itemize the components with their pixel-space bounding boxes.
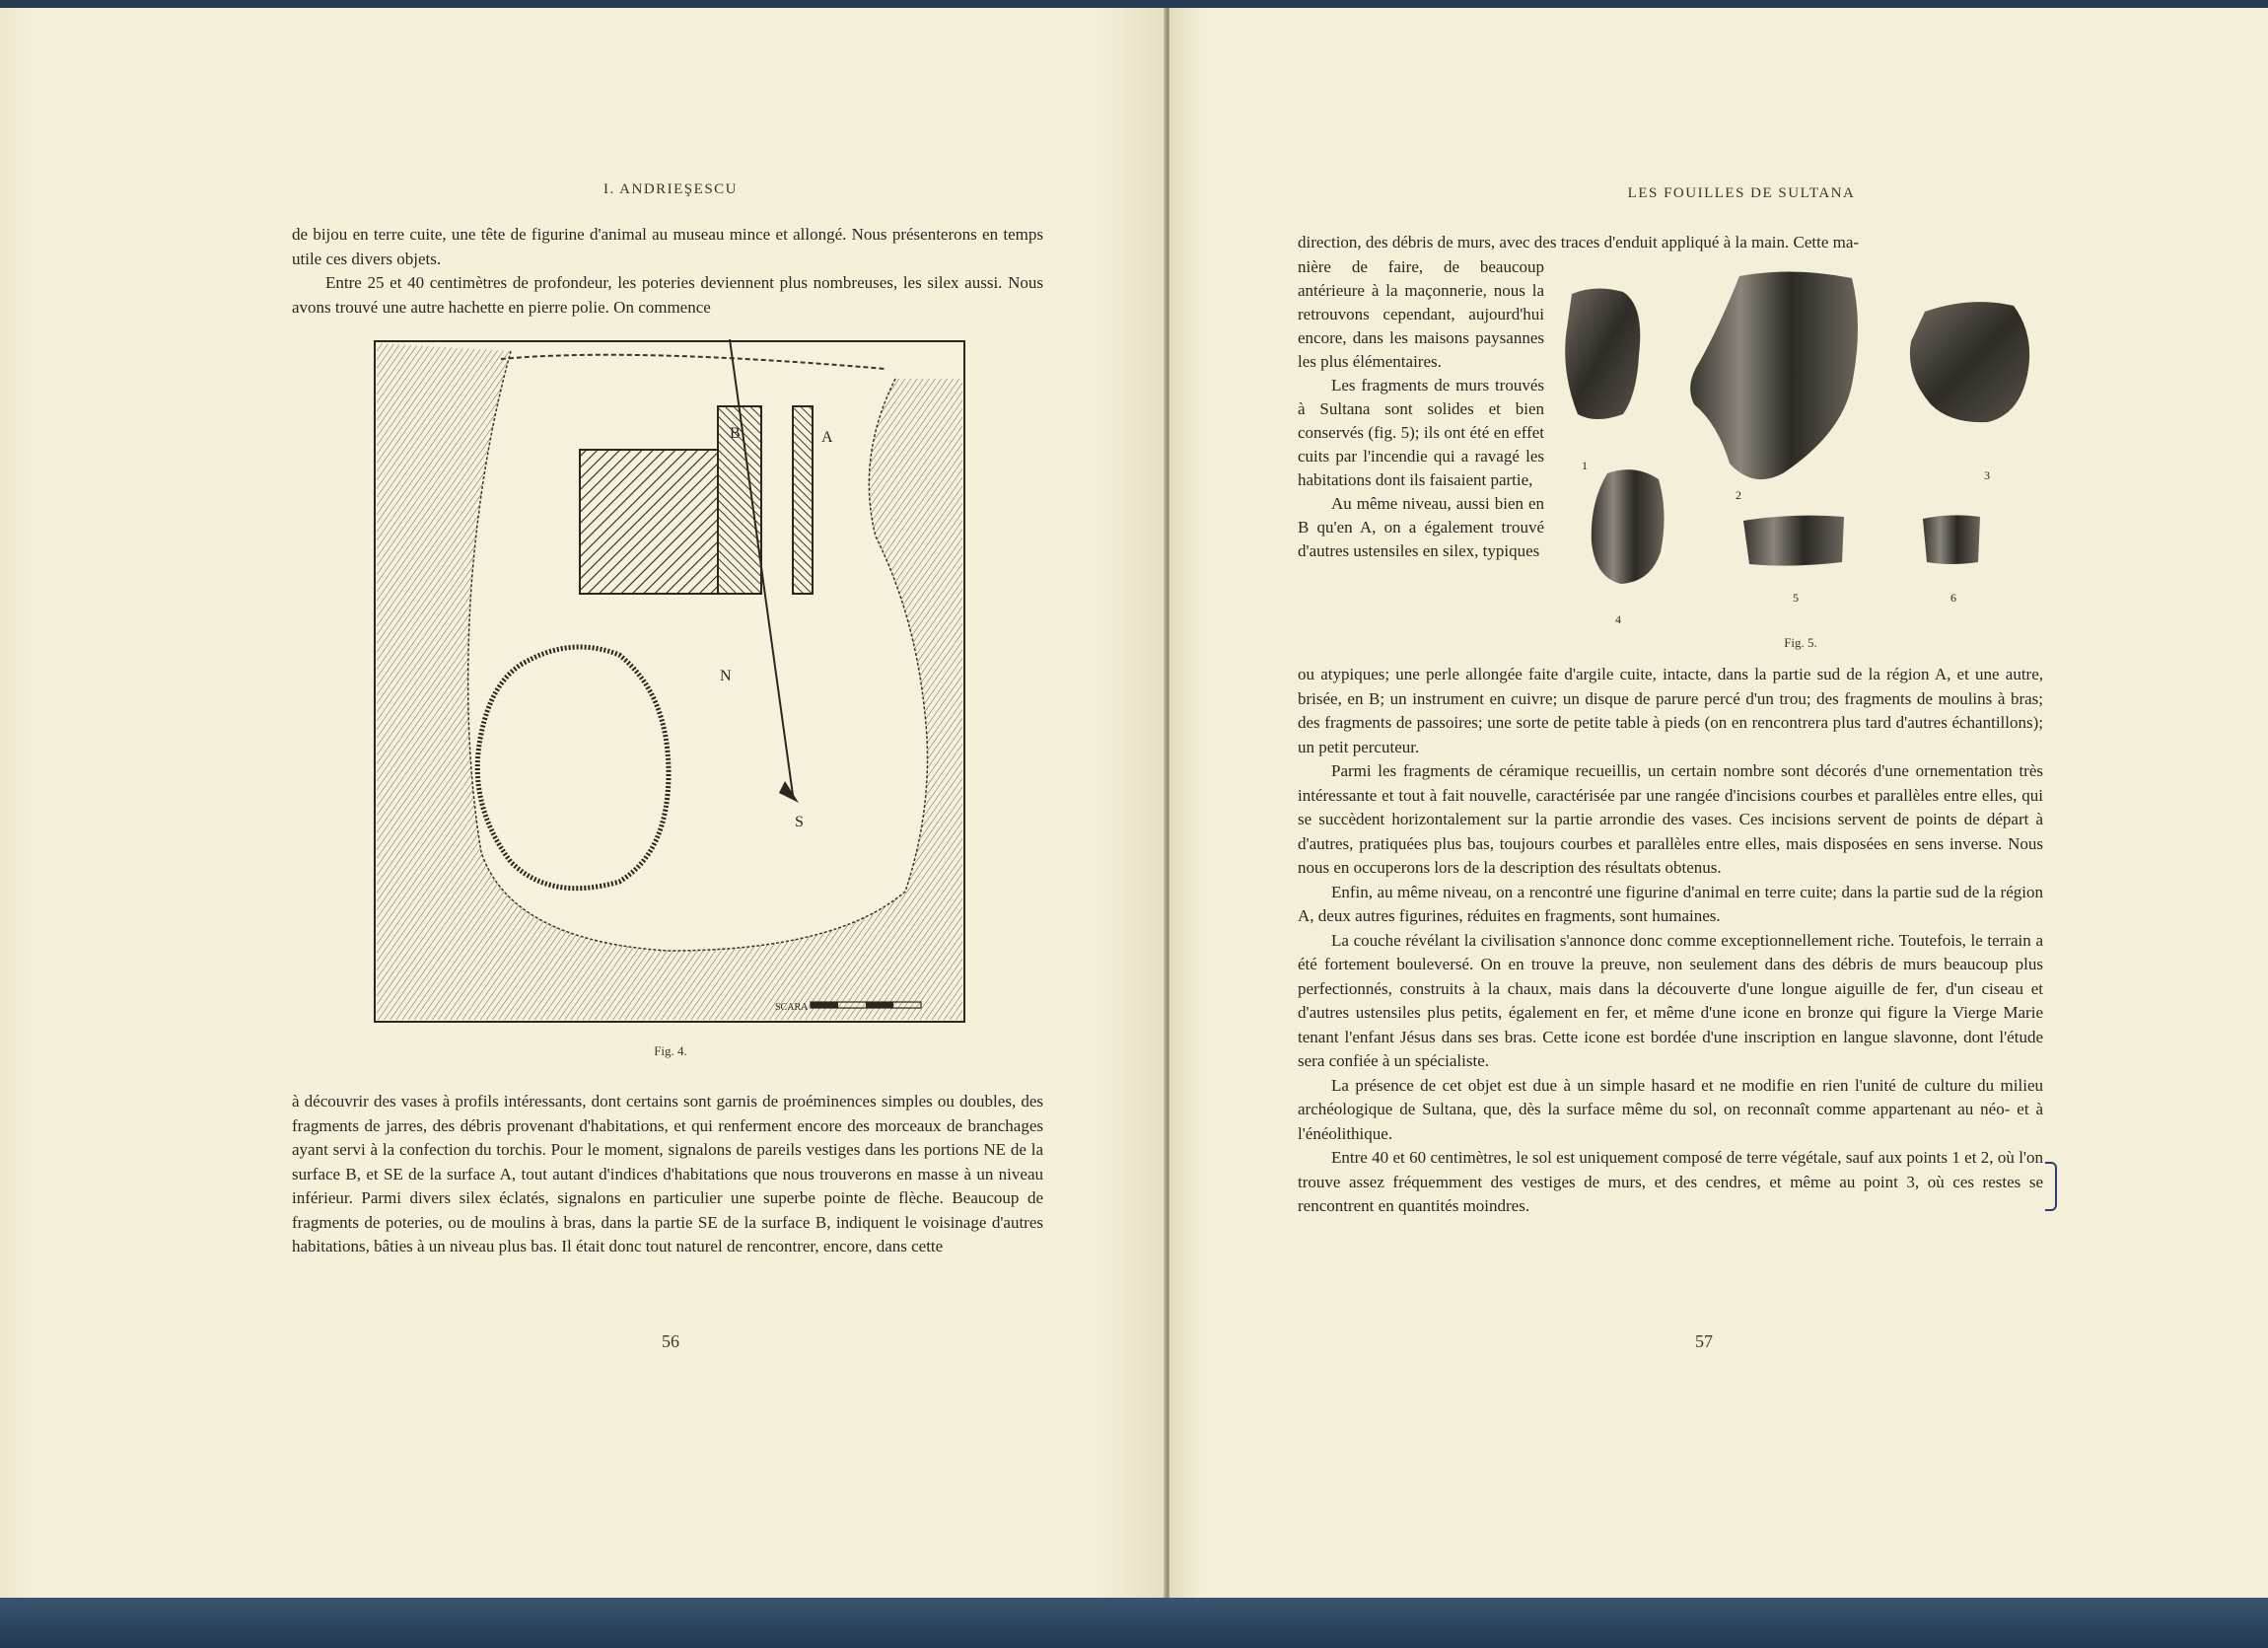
fragment-number: 3 xyxy=(1984,468,1990,482)
fragment-2 xyxy=(1690,271,1858,479)
fragment-1 xyxy=(1565,288,1640,419)
surface-a xyxy=(793,406,813,594)
fragment-6 xyxy=(1923,515,1980,564)
fragment-5 xyxy=(1743,516,1844,566)
paragraph: Les fragments de murs trouvés à Sultana sont solides et bien conservés (fig. 5); ils ont été en effet cuits par l'incendie qui a ravagé les habitations dont ils faisaient partie, xyxy=(1298,376,1544,489)
site-plan-figure xyxy=(373,339,966,1026)
fragment-number: 4 xyxy=(1615,612,1621,626)
figure-caption: Fig. 4. xyxy=(654,1043,687,1058)
paragraph: Entre 25 et 40 centimètres de profondeur, les poteries deviennent plus nombreuses, les silex aussi. Nous avons trouvé une autre hachette en pierre polie. On commence xyxy=(292,273,1043,317)
paragraph: Enfin, au même niveau, on a rencontré une figurine d'animal en terre cuite; dans la partie sud de la région A, deux autres figurines, réduites en fragments, sont humaines. xyxy=(1298,882,2043,925)
fragment-4 xyxy=(1592,469,1665,584)
wall-fragments-photo xyxy=(1556,266,2049,653)
label-a: A xyxy=(821,429,833,446)
scale-segment xyxy=(811,1002,838,1008)
right-page xyxy=(1169,8,2268,1598)
fragment-number: 1 xyxy=(1582,459,1588,472)
bottom-text xyxy=(292,1090,1043,1259)
top-text xyxy=(292,223,1043,320)
paragraph: Parmi les fragments de céramique recueillis, un certain nombre sont décorés d'une ornementation très intéressante et tout à fait nouvelle, caractérisée par une rangée d'incisions courbes et parallèles entre elles, qui se succèdent horizontalement sur la partie arrondie des vases. Ces incisions servent de points de départ à d'autres, pratiquées plus bas, toujours courbes et parallèles entre elles, mais disposées en sens inverse. Nous nous en occuperons lors de la description des résultats obtenus. xyxy=(1298,761,2043,877)
label-b: B xyxy=(730,425,741,442)
page-number: 57 xyxy=(1695,1331,1713,1351)
paragraph: Au même niveau, aussi bien en B qu'en A, on a également trouvé d'autres ustensiles en silex, typiques xyxy=(1298,494,1544,560)
fragment-number: 5 xyxy=(1793,591,1799,605)
running-header: LES FOUILLES DE SULTANA xyxy=(1627,185,1856,201)
label-north: N xyxy=(720,668,732,684)
paragraph: La présence de cet objet est due à un simple hasard et ne modifie en rien l'unité de culture du milieu archéologique de Sultana, que, dès la surface même du sol, on reconnaît comme appartenant au néo- et à l'énéolithique. xyxy=(1298,1075,2043,1143)
excavation-square xyxy=(580,450,718,594)
figure-caption: Fig. 5. xyxy=(1784,635,1817,650)
first-line xyxy=(1298,231,2043,255)
scale-label: SCARA xyxy=(775,1002,809,1013)
paragraph: à découvrir des vases à profils intéressants, dont certains sont garnis de proéminences simples ou doubles, des fragments de jarres, des débris provenant d'habitations, et qui renferment encore des morceaux de branchages ayant servi à la confection du torchis. Pour le moment, signalons de pareils vestiges dans les portions NE de la surface B, et SE de la surface A, tout autant d'indices d'habitations que nous trouverons en masse à un niveau inférieur. Parmi divers silex éclatés, signalons en particulier une superbe pointe de flèche. Beaucoup de fragments de poteries, ou de moulins à bras, dans la partie SE de la surface B, indiquent le voisinage d'autres habitations, bâties à un niveau plus bas. Il était donc tout naturel de rencontrer, encore, dans cette xyxy=(292,1092,1043,1255)
paragraph: La couche révélant la civilisation s'annonce donc comme exceptionnellement riche. Toutefois, le terrain a été fortement bouleversé. On en trouve la preuve, non seulement dans des débris de murs beaucoup plus perfectionnés, construits à la chaux, mais dans la découverte d'une longue aiguille de fer, d'un ciseau et d'autres ustensiles plus petits, également en fer, et même d'une icone en bronze qui figure la Vierge Marie tenant l'enfant Jésus dans ses bras. Cette icone est bordée d'une inscription en langue slavonne, dont l'étude sera confiée à un spécialiste. xyxy=(1298,930,2043,1070)
side-text xyxy=(1298,255,1544,563)
left-page xyxy=(0,8,1166,1598)
handwritten-bracket xyxy=(2045,1162,2057,1211)
running-header: I. ANDRIEŞESCU xyxy=(602,181,738,197)
page-number: 56 xyxy=(662,1331,679,1351)
label-south: S xyxy=(795,814,804,830)
book-cover-bottom xyxy=(0,1593,2268,1648)
paragraph: nière de faire, de beaucoup antérieure à la maçonnerie, nous la retrouvons cependant, aujourd'hui encore, dans les maisons paysannes les plus élémentaires. xyxy=(1298,257,1544,371)
paragraph: direction, des débris de murs, avec des traces d'enduit appliqué à la main. Cette ma- xyxy=(1298,233,1860,251)
fragment-3 xyxy=(1910,302,2029,422)
fragment-number: 2 xyxy=(1736,488,1741,502)
fragment-number: 6 xyxy=(1950,591,1956,605)
paragraph: ou atypiques; une perle allongée faite d'argile cuite, intacte, dans la partie sud de la région A, et une autre, brisée, en B; un instrument en cuivre; un disque de parure percé d'un trou; des fragments de moulins à bras; des fragments de passoires; une sorte de petite table à pieds (on en rencontrera plus tard d'autres échantillons); un petit percuteur. xyxy=(1298,665,2043,756)
paragraph: de bijou en terre cuite, une tête de figurine d'animal au museau mince et allongé. Nous présenterons en temps utile ces divers objets. xyxy=(292,225,1043,268)
main-text xyxy=(1298,663,2043,1219)
scale-segment xyxy=(866,1002,893,1008)
paragraph: Entre 40 et 60 centimètres, le sol est uniquement composé de terre végétale, sauf aux points 1 et 2, où l'on trouve assez fréquemment des vestiges de murs, et des cendres, et même au point 3, où ces restes se rencontrent en quantités moindres. xyxy=(1298,1148,2043,1215)
